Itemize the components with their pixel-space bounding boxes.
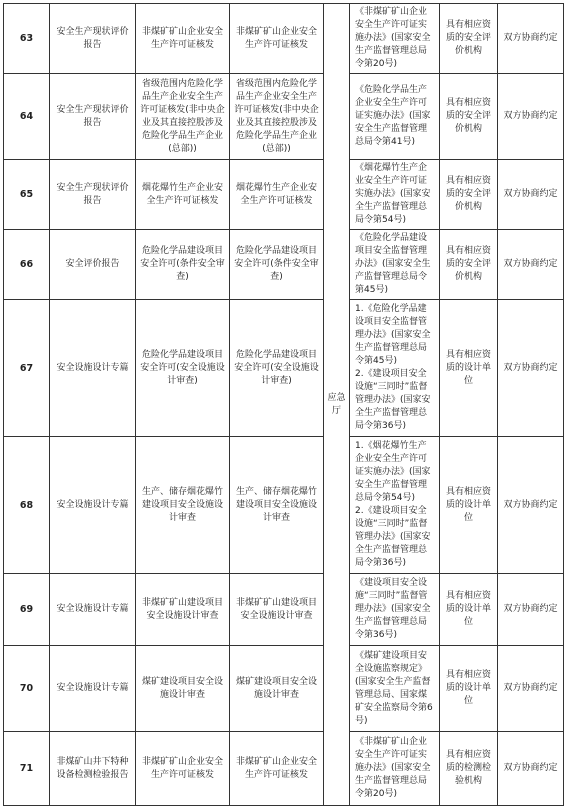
approval-item: 危险化学品建设项目安全许可(条件安全审查): [136, 230, 230, 300]
material-name: 安全生产现状评价报告: [50, 4, 136, 74]
legal-basis: [350, 160, 440, 230]
basis-line: 《建设项目安全设施“三同时”监督管理办法》(国家安全生产监督管理总局令第36号): [355, 578, 431, 640]
table-row: [4, 732, 564, 806]
basis-line: 《危险化学品生产企业安全生产许可证实施办法》(国家安全生产监督管理总局令第41号): [355, 85, 431, 147]
basis-line: 《非煤矿矿山企业安全生产许可证实施办法》(国家安全生产监督管理总局令第20号): [355, 737, 431, 799]
basis-line: 《危险化学品建设项目安全监督管理办法》(国家安全生产监督管理总局令第45号): [355, 233, 431, 295]
table-row: [4, 574, 564, 646]
table-row: [4, 4, 564, 74]
approval-item: 非煤矿矿山企业安全生产许可证核发: [136, 732, 230, 806]
table-row: [4, 300, 564, 437]
fee-basis: 双方协商约定: [498, 74, 564, 160]
legal-basis: [350, 300, 440, 437]
service-provider: 具有相应资质的设计单位: [440, 574, 498, 646]
fee-basis: 双方协商约定: [498, 574, 564, 646]
table-row: [4, 646, 564, 732]
approval-item: 省级范围内危险化学品生产企业安全生产许可证核发(非中央企业及其直接控股涉及危险化学品生产企业(总部)): [136, 74, 230, 160]
approval-item: 烟花爆竹生产企业安全生产许可证核发: [136, 160, 230, 230]
approval-item: 生产、储存烟花爆竹建设项目安全设施设计审查: [136, 437, 230, 574]
fee-basis: 双方协商约定: [498, 4, 564, 74]
material-name: 安全评价报告: [50, 230, 136, 300]
services-table: [3, 3, 564, 806]
row-number: 69: [4, 574, 50, 646]
row-number: 71: [4, 732, 50, 806]
fee-basis: 双方协商约定: [498, 300, 564, 437]
service-provider: 具有相应资质的安全评价机构: [440, 230, 498, 300]
approval-item: 煤矿建设项目安全设施设计审查: [136, 646, 230, 732]
row-number: 65: [4, 160, 50, 230]
row-number: 70: [4, 646, 50, 732]
legal-basis: [350, 230, 440, 300]
service-provider: 具有相应资质的安全评价机构: [440, 4, 498, 74]
approval-subitem: 生产、储存烟花爆竹建设项目安全设施设计审查: [230, 437, 324, 574]
row-number: 68: [4, 437, 50, 574]
table-row: [4, 437, 564, 574]
basis-line: 2.《建设项目安全设施“三同时”监督管理办法》(国家安全生产监督管理总局令第36号): [355, 506, 431, 568]
material-name: 安全生产现状评价报告: [50, 74, 136, 160]
material-name: 安全设施设计专篇: [50, 646, 136, 732]
service-provider: 具有相应资质的设计单位: [440, 300, 498, 437]
legal-basis: [350, 646, 440, 732]
approval-subitem: 煤矿建设项目安全设施设计审查: [230, 646, 324, 732]
fee-basis: 双方协商约定: [498, 160, 564, 230]
fee-basis: 双方协商约定: [498, 732, 564, 806]
material-name: 安全生产现状评价报告: [50, 160, 136, 230]
fee-basis: 双方协商约定: [498, 437, 564, 574]
basis-line: 1.《烟花爆竹生产企业安全生产许可证实施办法》(国家安全生产监督管理总局令第54号): [355, 441, 431, 503]
basis-line: 1.《危险化学品建设项目安全监督管理办法》(国家安全生产监督管理总局令第45号): [355, 304, 431, 366]
service-provider: 具有相应资质的设计单位: [440, 646, 498, 732]
approval-subitem: 非煤矿矿山企业安全生产许可证核发: [230, 4, 324, 74]
material-name: 安全设施设计专篇: [50, 300, 136, 437]
department-cell: 应急厅: [324, 4, 350, 806]
fee-basis: 双方协商约定: [498, 646, 564, 732]
table-row: [4, 160, 564, 230]
approval-item: 非煤矿矿山建设项目安全设施设计审查: [136, 574, 230, 646]
approval-subitem: 省级范围内危险化学品生产企业安全生产许可证核发(非中央企业及其直接控股涉及危险化学品生产企业(总部)): [230, 74, 324, 160]
service-provider: 具有相应资质的设计单位: [440, 437, 498, 574]
legal-basis: [350, 74, 440, 160]
approval-item: 危险化学品建设项目安全许可(安全设施设计审查): [136, 300, 230, 437]
service-provider: 具有相应资质的检测检验机构: [440, 732, 498, 806]
table-row: [4, 230, 564, 300]
basis-line: 《非煤矿矿山企业安全生产许可证实施办法》(国家安全生产监督管理总局令第20号): [355, 7, 431, 69]
fee-basis: 双方协商约定: [498, 230, 564, 300]
service-provider: 具有相应资质的安全评价机构: [440, 160, 498, 230]
approval-item: 非煤矿矿山企业安全生产许可证核发: [136, 4, 230, 74]
row-number: 63: [4, 4, 50, 74]
row-number: 64: [4, 74, 50, 160]
table-row: [4, 74, 564, 160]
approval-subitem: 危险化学品建设项目安全许可(安全设施设计审查): [230, 300, 324, 437]
material-name: 非煤矿山井下特种设备检测检验报告: [50, 732, 136, 806]
legal-basis: [350, 4, 440, 74]
approval-subitem: 危险化学品建设项目安全许可(条件安全审查): [230, 230, 324, 300]
basis-line: 《烟花爆竹生产企业安全生产许可证实施办法》(国家安全生产监督管理总局令第54号): [355, 163, 431, 225]
legal-basis: [350, 574, 440, 646]
material-name: 安全设施设计专篇: [50, 574, 136, 646]
approval-subitem: 非煤矿矿山建设项目安全设施设计审查: [230, 574, 324, 646]
legal-basis: [350, 732, 440, 806]
row-number: 67: [4, 300, 50, 437]
approval-subitem: 烟花爆竹生产企业安全生产许可证核发: [230, 160, 324, 230]
row-number: 66: [4, 230, 50, 300]
basis-line: 2.《建设项目安全设施“三同时”监督管理办法》(国家安全生产监督管理总局令第36号): [355, 369, 431, 431]
approval-subitem: 非煤矿矿山企业安全生产许可证核发: [230, 732, 324, 806]
material-name: 安全设施设计专篇: [50, 437, 136, 574]
service-provider: 具有相应资质的安全评价机构: [440, 74, 498, 160]
legal-basis: [350, 437, 440, 574]
basis-line: 《煤矿建设项目安全设施监察规定》(国家安全生产监督管理总局、国家煤矿安全监察局令第6号): [355, 650, 433, 726]
